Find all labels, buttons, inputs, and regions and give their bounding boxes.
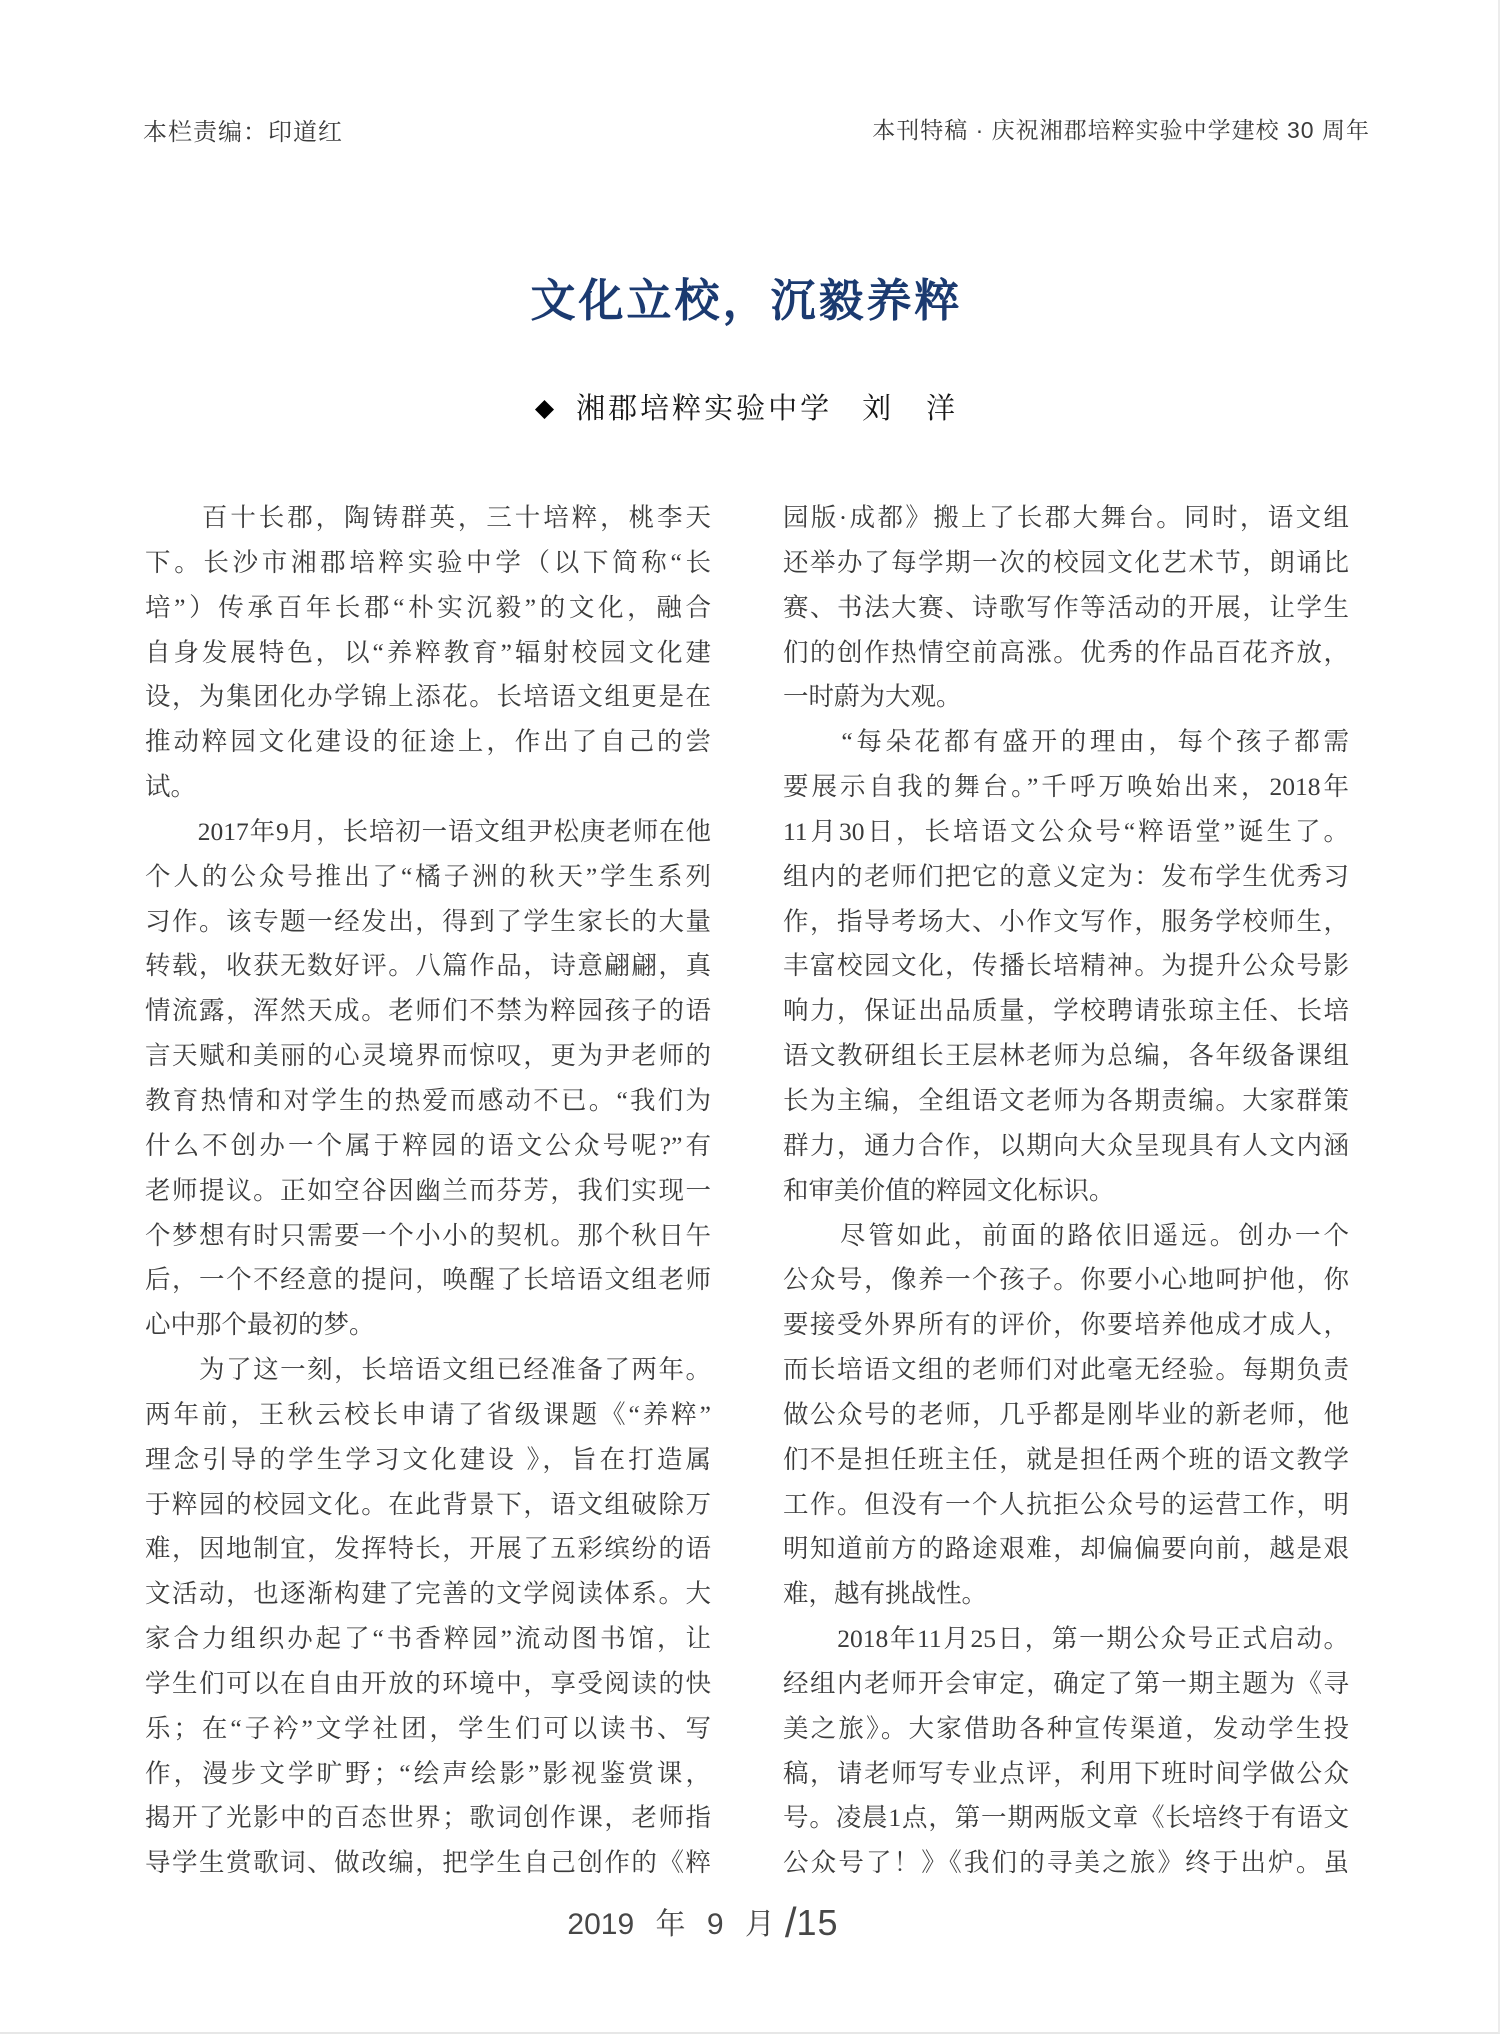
body-line: 还举办了每学期一次的校园文化艺术节，朗诵比	[783, 547, 1349, 577]
body-line: 一时蔚为大观。	[783, 682, 962, 712]
body-line: 文活动，也逐渐构建了完善的文学阅读体系。大	[145, 1579, 711, 1609]
body-line: 赛、书法大赛、诗歌写作等活动的开展，让学生	[783, 592, 1349, 622]
body-line: 个梦想有时只需要一个小小的契机。那个秋日午	[145, 1220, 711, 1250]
body-line: 语文教研组长王层林老师为总编，各年级备课组	[783, 1041, 1349, 1071]
body-line: 揭开了光影中的百态世界；歌词创作课，老师指	[145, 1803, 711, 1833]
body-line: 2018年11月25日，第一期公众号正式启动。	[783, 1624, 1349, 1654]
body-line: 要接受外界所有的评价，你要培养他成才成人，	[783, 1310, 1349, 1340]
body-line: 美之旅》。大家借助各种宣传渠道，发动学生投	[783, 1713, 1349, 1743]
body-line: 11月30日，长培语文公众号“粹语堂”诞生了。	[783, 816, 1349, 846]
body-line: 公众号了！》《我们的寻美之旅》终于出炉。虽	[783, 1848, 1349, 1878]
body-line: 理念引导的学生学习文化建设 》，旨在打造属	[145, 1444, 711, 1474]
body-line: 什么不创办一个属于粹园的语文公众号呢?”有	[145, 1130, 711, 1160]
diamond-bullet-icon: ◆	[534, 395, 555, 422]
body-line: 设，为集团化办学锦上添花。长培语文组更是在	[145, 682, 711, 712]
body-line: 和审美价值的粹园文化标识。	[783, 1175, 1115, 1205]
body-line: “每朵花都有盛开的理由，每个孩子都需	[783, 727, 1349, 757]
body-line: 做公众号的老师，几乎都是刚毕业的新老师，他	[783, 1399, 1349, 1429]
body-line: 公众号，像养一个孩子。你要小心地呵护他，你	[783, 1265, 1349, 1295]
body-line: 作，指导考场大、小作文写作，服务学校师生，	[783, 906, 1349, 936]
body-line: 转载，收获无数好评。八篇作品，诗意翩翩，真	[145, 951, 711, 981]
body-line: 工作。但没有一个人抗拒公众号的运营工作，明	[783, 1489, 1349, 1519]
body-line: 经组内老师开会审定，确定了第一期主题为《寻	[783, 1668, 1349, 1698]
body-line: 心中那个最初的梦。	[145, 1310, 375, 1340]
body-line: 百十长郡，陶铸群英，三十培粹，桃李天	[145, 503, 711, 532]
body-line: 要展示自我的舞台。”千呼万唤始出来，2018年	[783, 772, 1349, 802]
page-footer	[567, 1899, 838, 1947]
body-column-left	[145, 496, 711, 1886]
body-line: 教育热情和对学生的热爱而感动不已。“我们为	[145, 1085, 711, 1115]
body-line: 学生们可以在自由开放的环境中，享受阅读的快	[145, 1668, 711, 1698]
header-column-editor: 本栏责编：印道红	[143, 119, 343, 146]
footer-date: 2019 年 9 月	[567, 1908, 775, 1941]
body-column-right	[783, 496, 1349, 1886]
body-line: 习作。该专题一经发出，得到了学生家长的大量	[145, 906, 711, 936]
body-line: 于粹园的校园文化。在此背景下，语文组破除万	[145, 1489, 711, 1519]
body-line: 乐；在“子衿”文学社团，学生们可以读书、写	[145, 1713, 711, 1743]
byline-affiliation: 湘郡培粹实验中学	[576, 393, 833, 425]
body-line: 们的创作热情空前高涨。优秀的作品百花齐放，	[783, 637, 1349, 667]
body-line: 号。凌晨1点，第一期两版文章《长培终于有语文	[783, 1803, 1349, 1833]
body-line: 两年前，王秋云校长申请了省级课题《“养粹”	[145, 1399, 711, 1429]
header-issue-topic: 本刊特稿 · 庆祝湘郡培粹实验中学建校 30 周年	[872, 117, 1370, 143]
body-line: 丰富校园文化，传播长培精神。为提升公众号影	[783, 951, 1349, 981]
body-line: 们不是担任班主任，就是担任两个班的语文教学	[783, 1444, 1349, 1474]
body-line: 自身发展特色，以“养粹教育”辐射校园文化建	[145, 637, 711, 667]
body-line: 家合力组织办起了“书香粹园”流动图书馆，让	[145, 1624, 711, 1654]
body-line: 情流露，浑然天成。老师们不禁为粹园孩子的语	[145, 996, 711, 1026]
body-line: 后，一个不经意的提问，唤醒了长培语文组老师	[145, 1265, 711, 1295]
body-line: 个人的公众号推出了“橘子洲的秋天”学生系列	[145, 861, 711, 891]
footer-page-number: 15	[796, 1902, 839, 1943]
body-line: 响力，保证出品质量，学校聘请张琼主任、长培	[783, 996, 1349, 1026]
article-title: 文化立校，沉毅养粹	[530, 276, 963, 326]
body-line: 组内的老师们把它的意义定为：发布学生优秀习	[783, 861, 1349, 891]
body-line: 难，因地制宜，发挥特长，开展了五彩缤纷的语	[145, 1534, 711, 1564]
body-line: 尽管如此，前面的路依旧遥远。创办一个	[783, 1220, 1349, 1250]
body-line: 为了这一刻，长培语文组已经准备了两年。	[145, 1355, 711, 1385]
body-line: 稿，请老师写专业点评，利用下班时间学做公众	[783, 1758, 1349, 1788]
body-line: 群力，通力合作，以期向大众呈现具有人文内涵	[783, 1130, 1349, 1160]
body-line: 长为主编，全组语文老师为各期责编。大家群策	[783, 1085, 1349, 1115]
body-line: 明知道前方的路途艰难，却偏偏要向前，越是艰	[783, 1534, 1349, 1564]
body-line: 下。长沙市湘郡培粹实验中学（以下简称“长	[145, 547, 711, 577]
body-line: 培”）传承百年长郡“朴实沉毅”的文化，融合	[145, 592, 711, 622]
body-line: 老师提议。正如空谷因幽兰而芬芳，我们实现一	[145, 1175, 711, 1205]
body-line: 试。	[145, 772, 197, 802]
body-line: 作，漫步文学旷野；“绘声绘影”影视鉴赏课，	[145, 1758, 711, 1788]
body-line: 推动粹园文化建设的征途上，作出了自己的尝	[145, 727, 711, 757]
byline-author: 刘 洋	[862, 393, 959, 425]
body-line: 而长培语文组的老师们对此毫无经验。每期负责	[783, 1355, 1349, 1385]
body-line: 导学生赏歌词、做改编，把学生自己创作的《粹	[145, 1848, 711, 1878]
body-line: 言天赋和美丽的心灵境界而惊叹，更为尹老师的	[145, 1041, 711, 1071]
body-line: 难，越有挑战性。	[783, 1579, 988, 1609]
byline	[145, 386, 1348, 427]
body-line: 园版·成都》搬上了长郡大舞台。同时，语文组	[783, 503, 1349, 532]
body-line: 2017年9月，长培初一语文组尹松庚老师在他	[145, 816, 711, 846]
footer-slash: /	[784, 1899, 797, 1946]
